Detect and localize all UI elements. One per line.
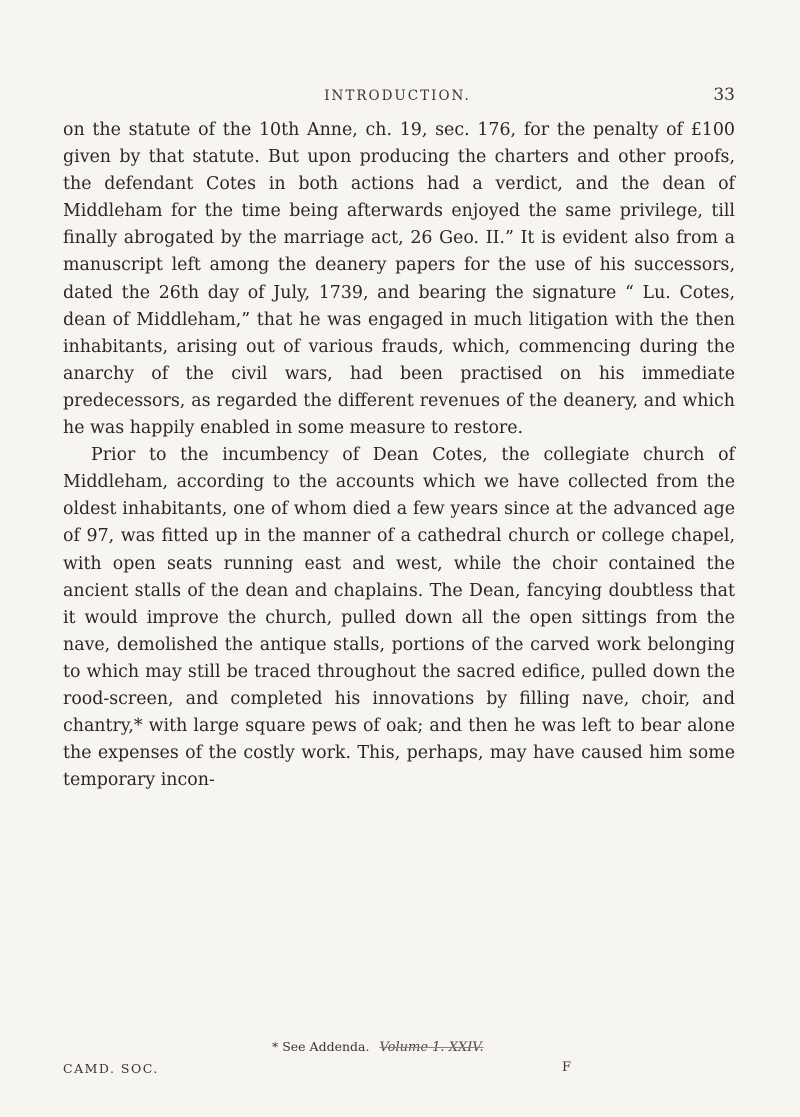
paragraph: Prior to the incumbency of Dean Cotes, the collegiate church of Middleham, according to the accounts which we have collected from the oldest inhabitants, one of whom died a few years since at the advanced age of 97, was fitted up in the manner of a cathedral church or college chapel, with open seats running east and west, while the choir contained the ancient stalls of the dean and chaplains. The Dean, fancying doubtless that it would improve the church, pulled down all the open sittings from the nave, demolished the antique stalls, portions of the carved work belonging to which may still be traced throughout the sacred edifice, pulled down the rood-screen, and completed his innovations by filling nave, choir, and chantry,* with large square pews of oak; and then he was left to bear alone the expenses of the costly work. This, perhaps, may have caused him some temporary incon- [63, 445, 735, 791]
page-number: 33 [713, 85, 735, 105]
running-head [60, 85, 735, 112]
footnote-text: * See Addenda. [272, 1039, 370, 1054]
signature-letter: F [562, 1060, 572, 1075]
signature-mark: CAMD. SOC. [63, 1061, 159, 1076]
running-title: INTRODUCTION. [324, 88, 471, 104]
footnote [272, 1039, 484, 1055]
handwritten-annotation: Volume 1. XXIV. [379, 1040, 484, 1055]
body-text [63, 117, 735, 794]
paragraph: on the statute of the 10th Anne, ch. 19, sec. 176, for the penalty of £100 given by that statute. But upon producing the charters and other proofs, the defendant Cotes in both actions had a verdict, and the dean of Middleham for the time being afterwards enjoyed the same privilege, till finally abrogated by the marriage act, 26 Geo. II.” It is evident also from a manuscript left among the deanery papers for the use of his successors, dated the 26th day of July, 1739, and bearing the signature “ Lu. Cotes, dean of Middleham,” that he was engaged in much litigation with the then inhabitants, arising out of various frauds, which, commencing during the anarchy of the civil wars, had been practised on his immediate predecessors, as regarded the different revenues of the deanery, and which he was happily enabled in some measure to restore. [63, 120, 735, 439]
